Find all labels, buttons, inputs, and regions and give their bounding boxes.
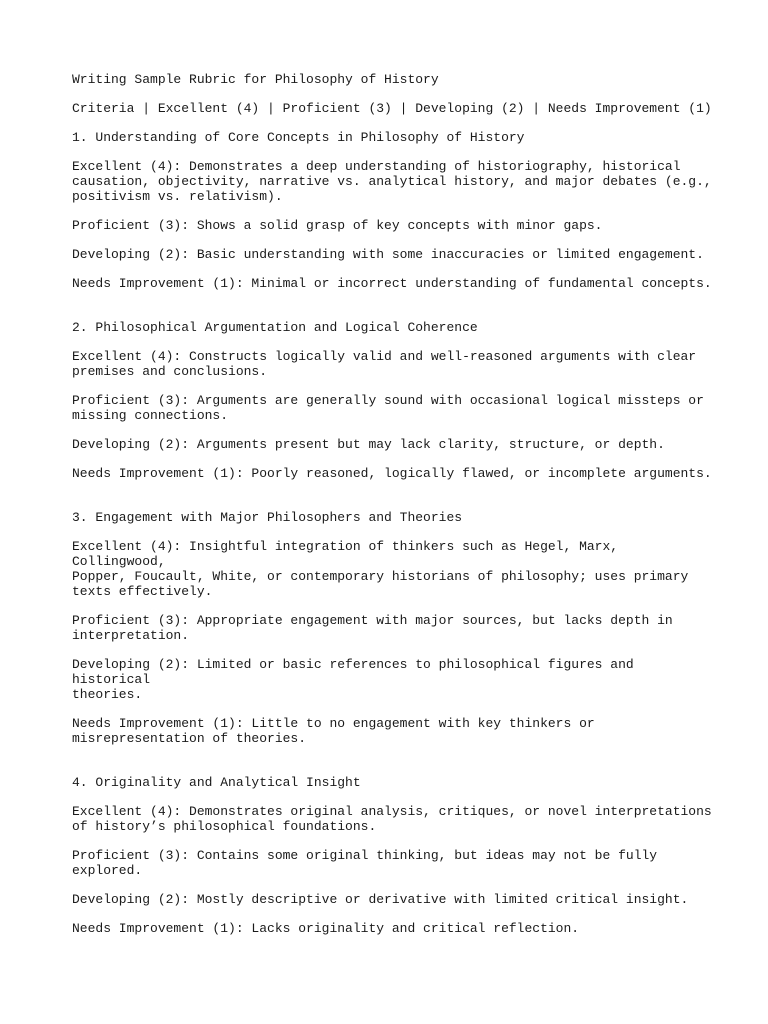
criteria-header: Criteria | Excellent (4) | Proficient (3) | Developing (2) | Needs Improvement (1) [72,101,712,116]
needs-improvement-criterion: Needs Improvement (1): Poorly reasoned, logically flawed, or incomplete arguments. [72,466,712,481]
proficient-criterion: Proficient (3): Arguments are generally sound with occasional logical missteps or missing connections. [72,393,704,423]
rubric-section [72,320,712,481]
rubric-section [72,510,712,746]
document-title: Writing Sample Rubric for Philosophy of History [72,72,439,87]
rubric-section [72,775,712,936]
needs-improvement-criterion: Needs Improvement (1): Little to no engagement with key thinkers or misrepresentation of theories. [72,716,595,746]
section-heading: 1. Understanding of Core Concepts in Philosophy of History [72,130,525,145]
developing-criterion: Developing (2): Mostly descriptive or derivative with limited critical insight. [72,892,689,907]
section-heading: 4. Originality and Analytical Insight [72,775,361,790]
section-spacer [72,495,712,510]
section-heading: 2. Philosophical Argumentation and Logical Coherence [72,320,478,335]
developing-criterion: Developing (2): Limited or basic references to philosophical figures and historical theories. [72,657,634,702]
proficient-criterion: Proficient (3): Contains some original thinking, but ideas may not be fully explored. [72,848,658,878]
needs-improvement-criterion: Needs Improvement (1): Minimal or incorrect understanding of fundamental concepts. [72,276,712,291]
excellent-criterion: Excellent (4): Insightful integration of thinkers such as Hegel, Marx, Collingwood, Popper, Foucault, White, or contemporary historians of philosophy; uses primary texts effectively. [72,539,689,599]
developing-criterion: Developing (2): Arguments present but may lack clarity, structure, or depth. [72,437,665,452]
excellent-criterion: Excellent (4): Demonstrates a deep understanding of historiography, historical causation, objectivity, narrative vs. analytical history, and major debates (e.g., positivism vs. relativism). [72,159,712,204]
developing-criterion: Developing (2): Basic understanding with some inaccuracies or limited engagement. [72,247,704,262]
proficient-criterion: Proficient (3): Shows a solid grasp of key concepts with minor gaps. [72,218,603,233]
excellent-criterion: Excellent (4): Constructs logically valid and well-reasoned arguments with clear premises and conclusions. [72,349,697,379]
rubric-section [72,130,712,291]
needs-improvement-criterion: Needs Improvement (1): Lacks originality and critical reflection. [72,921,580,936]
document-page [72,72,712,950]
section-heading: 3. Engagement with Major Philosophers and Theories [72,510,463,525]
section-spacer [72,760,712,775]
excellent-criterion: Excellent (4): Demonstrates original analysis, critiques, or novel interpretations of history’s philosophical foundations. [72,804,712,834]
proficient-criterion: Proficient (3): Appropriate engagement with major sources, but lacks depth in interpretation. [72,613,673,643]
section-spacer [72,305,712,320]
